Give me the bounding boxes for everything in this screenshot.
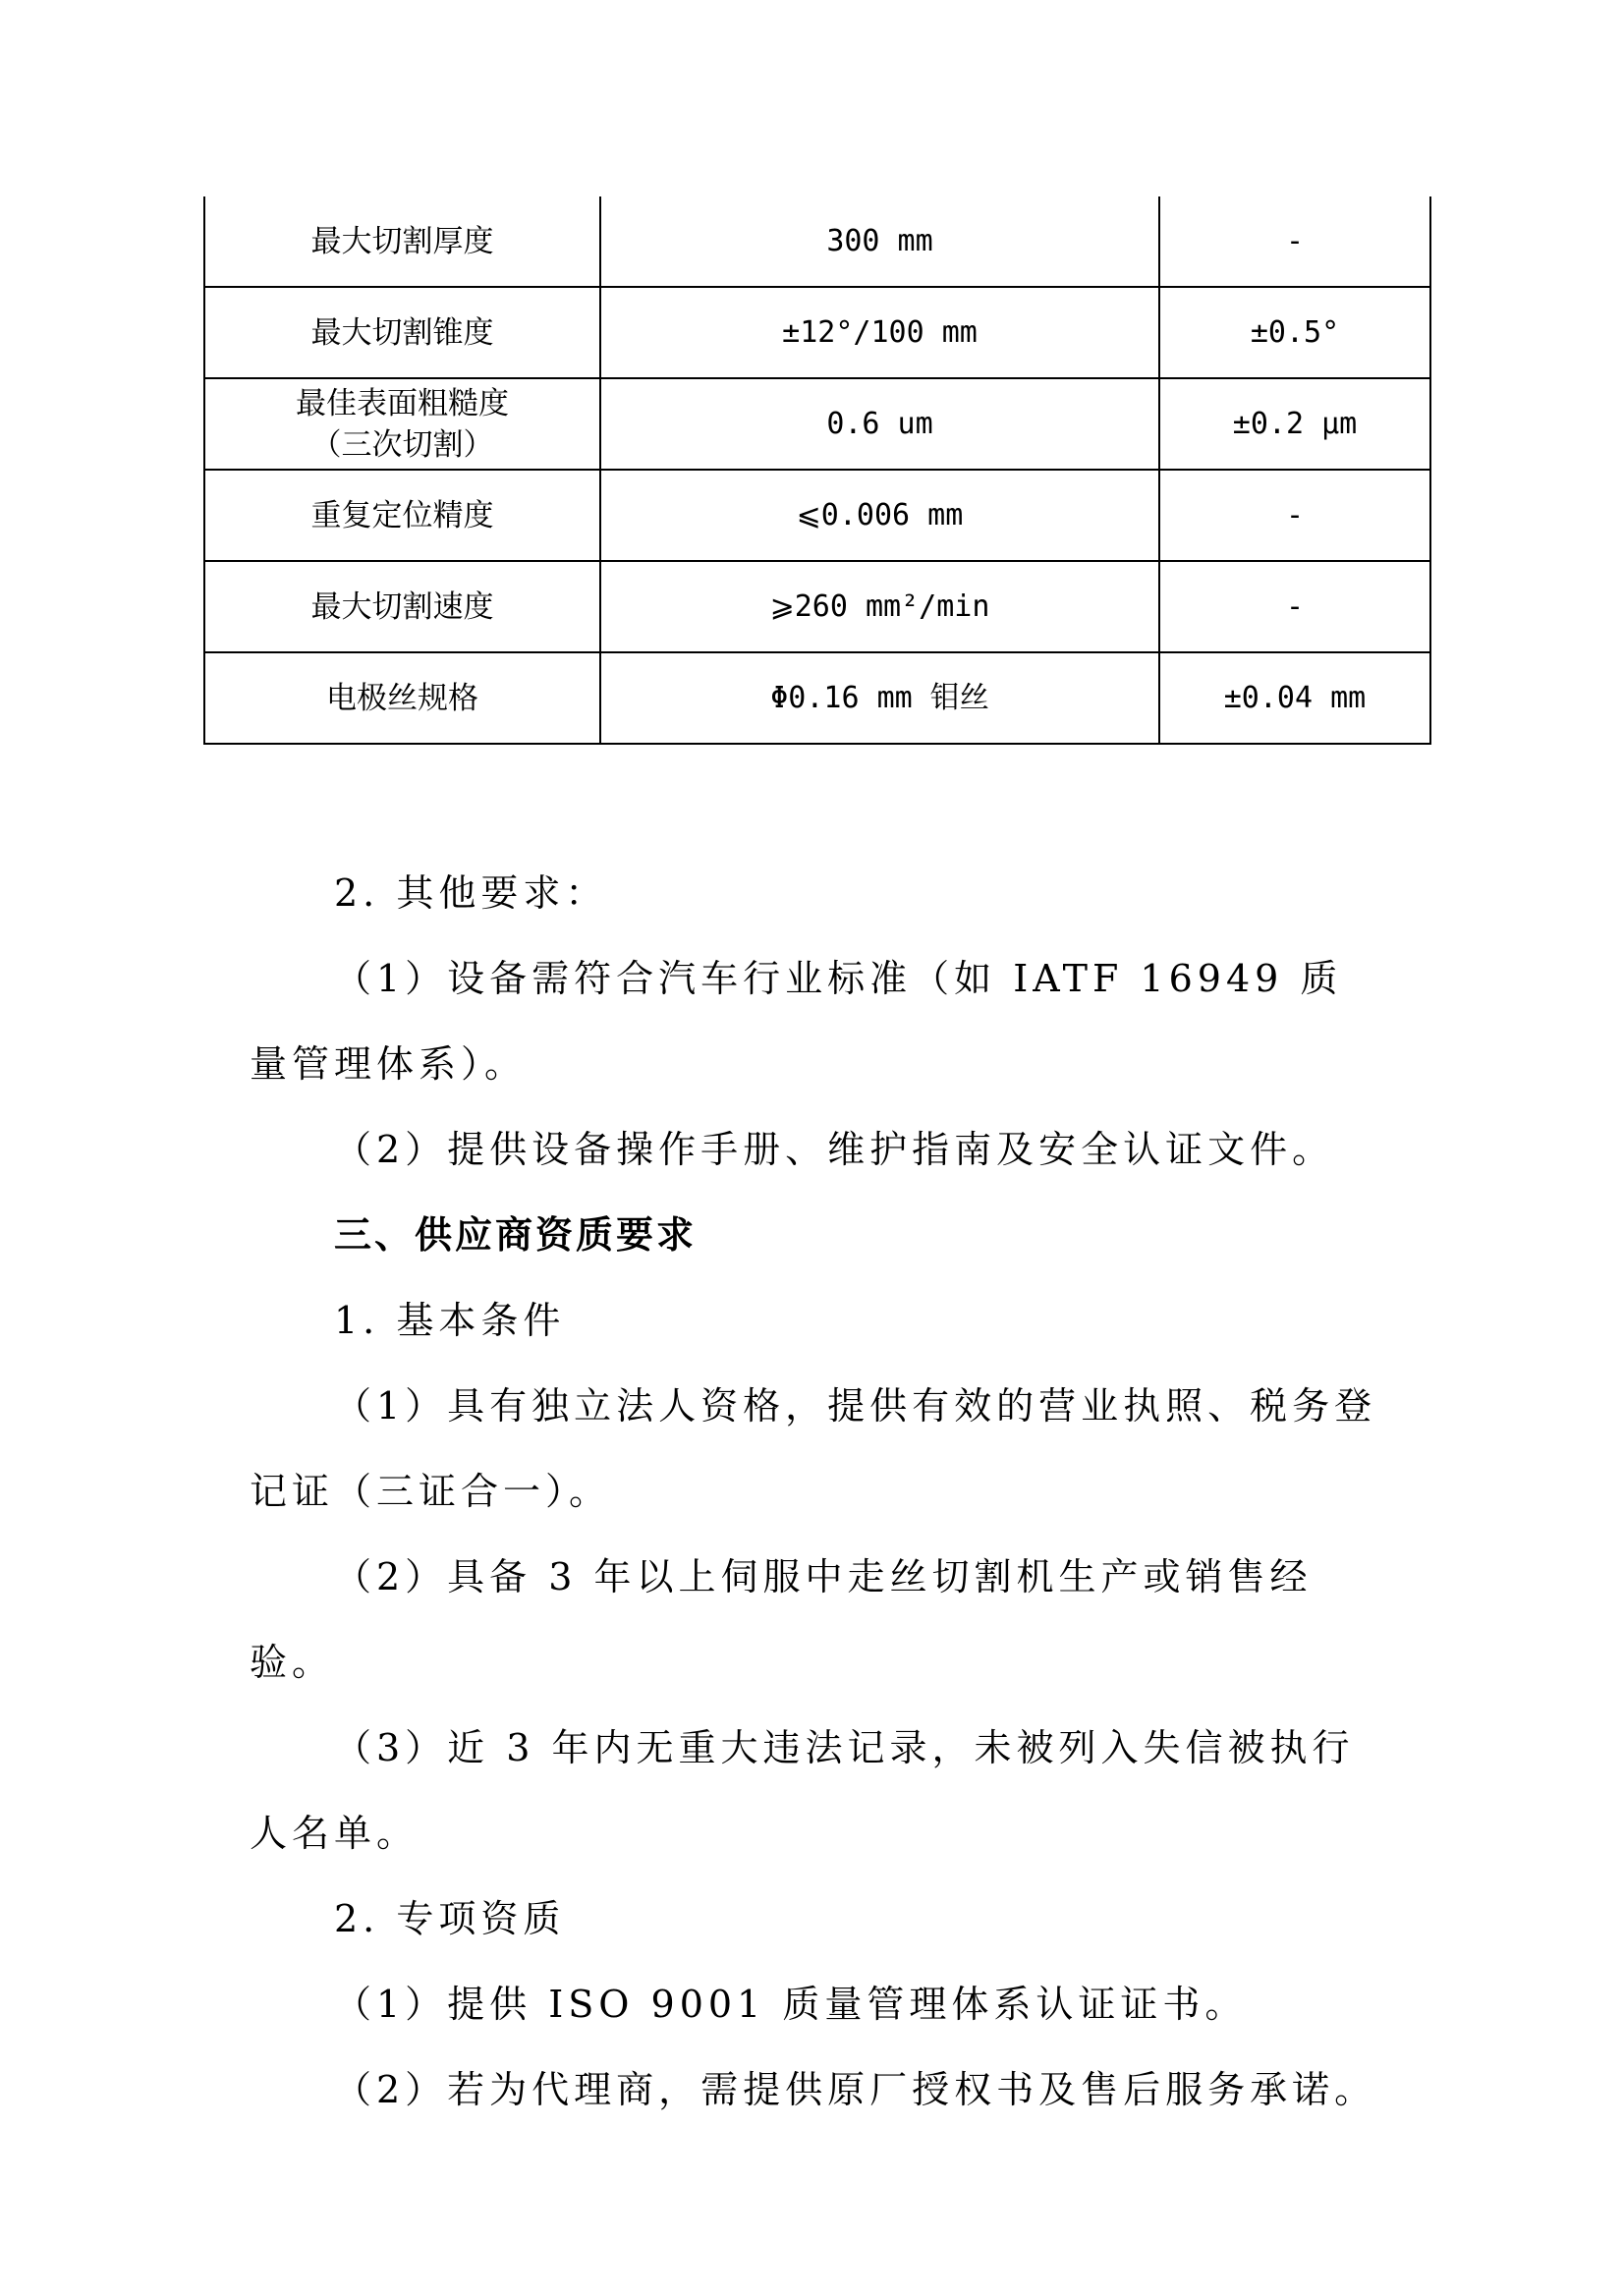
tolerance-cell: ±0.5° <box>1159 287 1430 378</box>
param-label: 重复定位精度 <box>310 497 494 533</box>
table-row <box>204 470 1430 561</box>
body-text <box>250 851 1379 2133</box>
paragraph: （2）具备 3 年以上伺服中走丝切割机生产或销售经验。 <box>250 1555 1313 1684</box>
param-cell <box>204 561 600 652</box>
table-row <box>204 196 1430 287</box>
param-cell <box>204 287 600 378</box>
param-label: 最大切割锥度 <box>310 314 494 351</box>
param-cell <box>204 196 600 287</box>
table-row <box>204 561 1430 652</box>
value-cell: ⩾260 mm²/min <box>600 561 1159 652</box>
paragraph: （2）若为代理商，需提供原厂授权书及售后服务承诺。 <box>334 2068 1377 2111</box>
section-heading-special-qualifications: 2. 专项资质 <box>334 1897 566 1940</box>
tolerance-cell: - <box>1159 470 1430 561</box>
value-cell: ⩽0.006 mm <box>600 470 1159 561</box>
paragraph: （1）具有独立法人资格，提供有效的营业执照、税务登记证（三证合一）。 <box>250 1384 1377 1513</box>
spec-table <box>203 196 1431 745</box>
tolerance-cell: ±0.04 mm <box>1159 652 1430 744</box>
param-label: 最佳表面粗糙度 <box>296 385 509 421</box>
param-cell <box>204 652 600 744</box>
value-cell: ±12°/100 mm <box>600 287 1159 378</box>
param-cell <box>204 378 600 470</box>
section-heading-other-requirements: 2. 其他要求： <box>334 871 608 915</box>
value-cell: 0.6 um <box>600 378 1159 470</box>
tolerance-cell: - <box>1159 561 1430 652</box>
param-cell <box>204 470 600 561</box>
section-title-supplier-qualification: 三、供应商资质要求 <box>334 1213 698 1257</box>
section-heading-basic-conditions: 1. 基本条件 <box>334 1299 566 1342</box>
value-cell: Φ0.16 mm 钼丝 <box>600 652 1159 744</box>
param-sublabel: （三次切割） <box>310 426 494 463</box>
paragraph: （3）近 3 年内无重大违法记录，未被列入失信被执行人名单。 <box>250 1726 1355 1855</box>
paragraph: （1）设备需符合汽车行业标准（如 IATF 16949 质量管理体系）。 <box>250 957 1343 1086</box>
value-cell: 300 mm <box>600 196 1159 287</box>
tolerance-cell: - <box>1159 196 1430 287</box>
paragraph: （1）提供 ISO 9001 质量管理体系认证证书。 <box>334 1983 1248 2026</box>
param-label: 电极丝规格 <box>326 680 478 716</box>
table-row <box>204 652 1430 744</box>
table-row <box>204 287 1430 378</box>
table-row <box>204 378 1430 470</box>
param-label: 最大切割速度 <box>310 588 494 625</box>
param-label: 最大切割厚度 <box>310 223 494 259</box>
paragraph: （2）提供设备操作手册、维护指南及安全认证文件。 <box>334 1128 1335 1171</box>
tolerance-cell: ±0.2 μm <box>1159 378 1430 470</box>
